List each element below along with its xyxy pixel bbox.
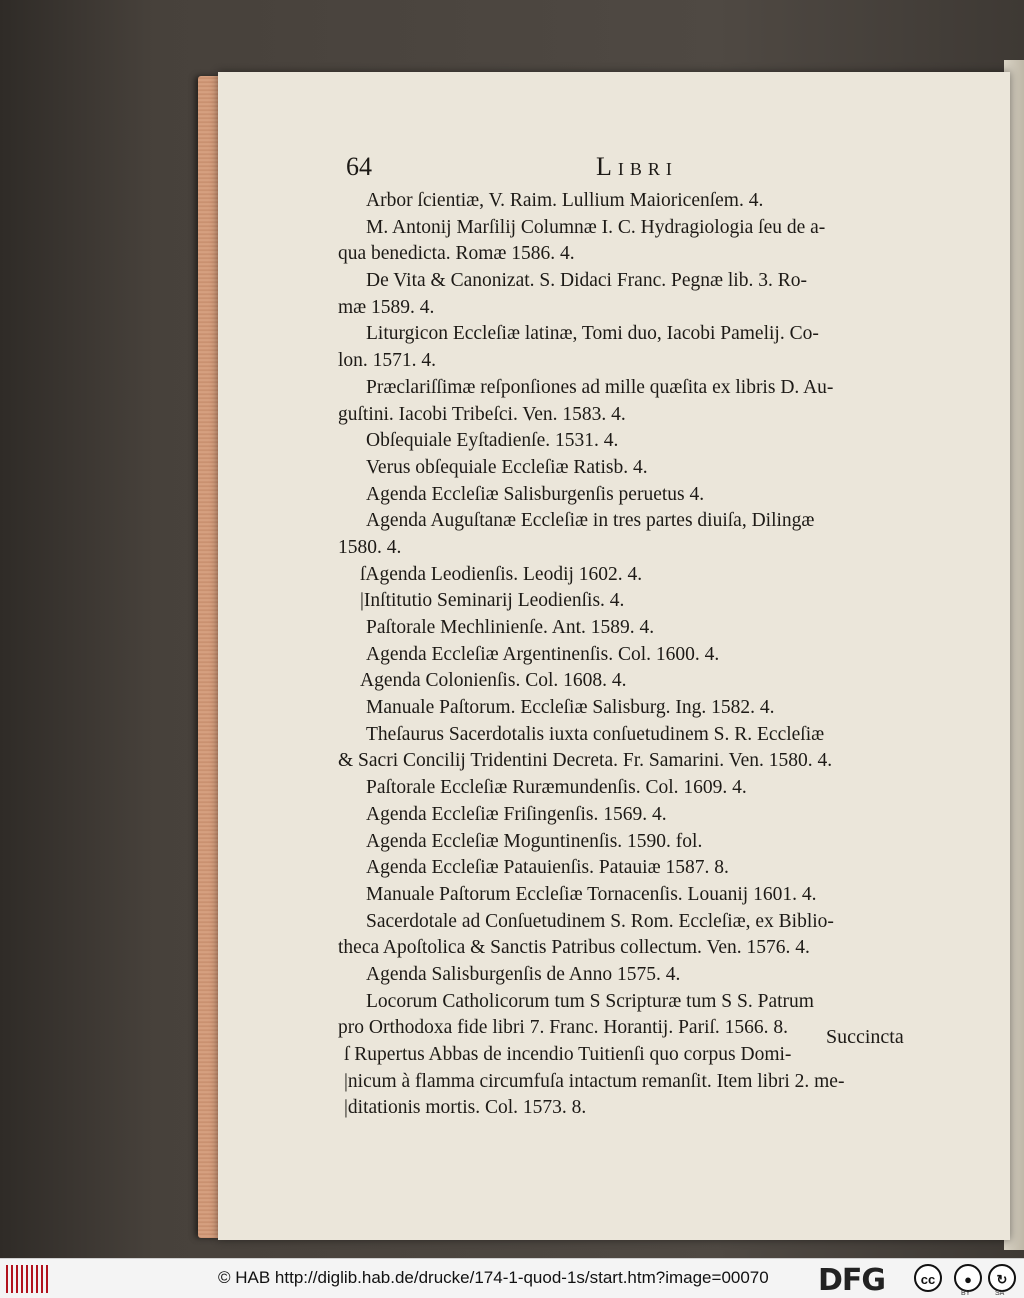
- by-label: BY: [961, 1290, 971, 1297]
- catalog-line: Sacerdotale ad Conſuetudinem S. Rom. Eccleſiæ, ex Biblio-: [366, 910, 834, 932]
- catalog-line: Agenda Eccleſiæ Salisburgenſis peruetus 4.: [366, 483, 705, 505]
- catalog-line: ſ Rupertus Abbas de incendio Tuitienſi quo corpus Domi-: [344, 1044, 792, 1065]
- catalog-line: |nicum à flamma circumfuſa intactum remanſit. Item libri 2. me-: [344, 1070, 845, 1092]
- catalog-line: Agenda Colonienſis. Col. 1608. 4.: [360, 670, 627, 692]
- catalog-line: Agenda Auguſtanæ Eccleſiæ in tres partes diuiſa, Dilingæ: [366, 510, 815, 532]
- hab-logo-icon[interactable]: [6, 1265, 48, 1293]
- attribution-person-icon[interactable]: ●: [954, 1264, 982, 1292]
- catalog-line: Agenda Eccleſiæ Friſingenſis. 1569. 4.: [366, 803, 667, 825]
- catalog-line: Obſequiale Eyſtadienſe. 1531. 4.: [366, 430, 619, 452]
- page-number: 64: [346, 152, 372, 181]
- catalog-line: |Inſtitutio Seminarij Leodienſis. 4.: [360, 590, 625, 612]
- catalog-line: Locorum Catholicorum tum S Scripturæ tum S S. Patrum: [366, 990, 814, 1012]
- share-alike-icon[interactable]: ↻: [988, 1264, 1016, 1292]
- running-head: Libri: [596, 152, 678, 181]
- catalog-line: qua benedicta. Romæ 1586. 4.: [338, 243, 575, 265]
- catalog-line: Præclariſſimæ reſponſiones ad mille quæſita ex libris D. Au-: [366, 376, 834, 398]
- catalog-entries: [338, 188, 918, 1122]
- catalog-line: Liturgicon Eccleſiæ latinæ, Tomi duo, Iacobi Pamelij. Co-: [366, 323, 819, 345]
- catalog-line: |ditationis mortis. Col. 1573. 8.: [344, 1097, 587, 1119]
- sa-label: SA: [995, 1290, 1005, 1297]
- catchword: Succincta: [826, 1026, 904, 1048]
- catalog-line: & Sacri Concilij Tridentini Decreta. Fr. Samarini. Ven. 1580. 4.: [338, 750, 833, 772]
- dfg-logo[interactable]: DFG: [818, 1263, 886, 1298]
- catalog-line: guſtini. Iacobi Tribeſci. Ven. 1583. 4.: [338, 403, 626, 425]
- catalog-line: De Vita & Canonizat. S. Didaci Franc. Pegnæ lib. 3. Ro-: [366, 270, 807, 292]
- catalog-line: Theſaurus Sacerdotalis iuxta conſuetudinem S. R. Eccleſiæ: [366, 723, 825, 745]
- catalog-line: Agenda Eccleſiæ Patauienſis. Patauiæ 1587. 8.: [366, 857, 729, 879]
- cc-license-icon[interactable]: cc: [914, 1264, 942, 1292]
- catalog-line: pro Orthodoxa fide libri 7. Franc. Horantij. Pariſ. 1566. 8.: [338, 1017, 789, 1039]
- catalog-line: Arbor ſcientiæ, V. Raim. Lullium Maioricenſem. 4.: [366, 190, 764, 211]
- catalog-line: Manuale Paſtorum. Eccleſiæ Salisburg. Ing. 1582. 4.: [366, 697, 775, 719]
- catalog-line: M. Antonij Marſilij Columnæ I. C. Hydragiologia ſeu de a-: [366, 216, 826, 238]
- catalog-line: lon. 1571. 4.: [338, 350, 437, 372]
- catalog-line: Agenda Eccleſiæ Moguntinenſis. 1590. fol.: [366, 830, 703, 852]
- catalog-line: Manuale Paſtorum Eccleſiæ Tornacenſis. Louanij 1601. 4.: [366, 883, 817, 905]
- catalog-line: theca Apoſtolica & Sanctis Patribus collectum. Ven. 1576. 4.: [338, 937, 810, 959]
- catalog-line: Paſtorale Eccleſiæ Ruræmundenſis. Col. 1609. 4.: [366, 777, 747, 799]
- catalog-line: mæ 1589. 4.: [338, 296, 435, 318]
- catalog-line: Paſtorale Mechlinienſe. Ant. 1589. 4.: [366, 617, 655, 638]
- catalog-line: Verus obſequiale Eccleſiæ Ratisb. 4.: [366, 456, 648, 478]
- catalog-line: Agenda Eccleſiæ Argentinenſis. Col. 1600. 4.: [366, 643, 720, 665]
- catalog-line: 1580. 4.: [338, 536, 402, 558]
- book-page-edges: [198, 76, 220, 1238]
- attribution-link[interactable]: © HAB http://diglib.hab.de/drucke/174-1-quod-1s/start.htm?image=00070: [218, 1268, 769, 1287]
- catalog-line: ſAgenda Leodienſis. Leodij 1602. 4.: [360, 563, 643, 585]
- catalog-line: Agenda Salisburgenſis de Anno 1575. 4.: [366, 963, 681, 985]
- footer-bar: [0, 1258, 1024, 1298]
